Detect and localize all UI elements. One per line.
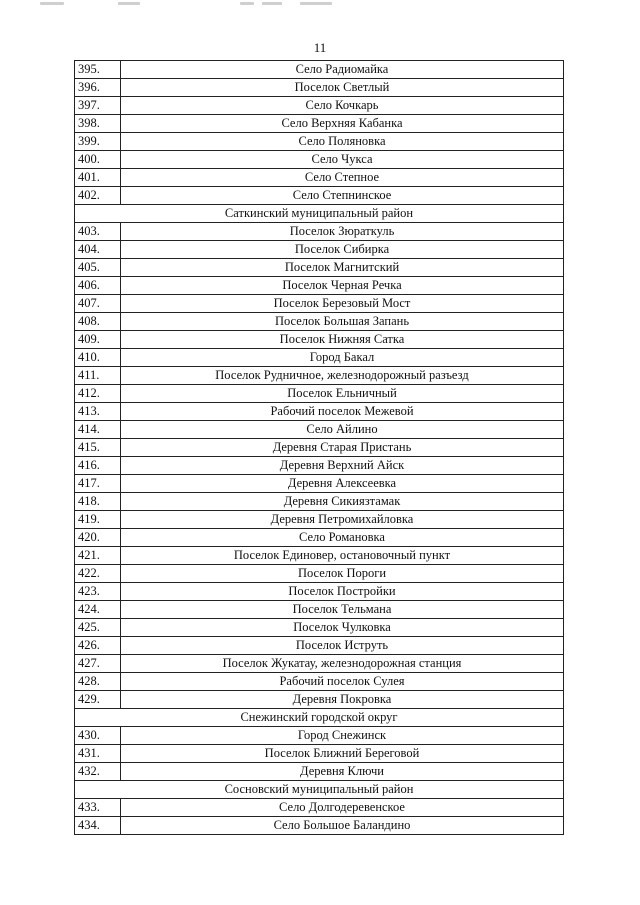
settlement-name: Поселок Магнитский xyxy=(121,259,564,277)
settlement-name: Поселок Тельмана xyxy=(121,601,564,619)
table-row xyxy=(75,421,564,439)
settlement-name: Деревня Ключи xyxy=(121,763,564,781)
table-row xyxy=(75,367,564,385)
row-number: 395. xyxy=(75,61,121,79)
settlement-name: Село Романовка xyxy=(121,529,564,547)
row-number: 414. xyxy=(75,421,121,439)
row-number: 434. xyxy=(75,817,121,835)
table-row xyxy=(75,799,564,817)
table-row xyxy=(75,313,564,331)
row-number: 430. xyxy=(75,727,121,745)
row-number: 413. xyxy=(75,403,121,421)
settlement-name: Поселок Чулковка xyxy=(121,619,564,637)
table-row xyxy=(75,295,564,313)
section-title: Снежинский городской округ xyxy=(75,709,564,727)
settlement-name: Село Степнинское xyxy=(121,187,564,205)
row-number: 431. xyxy=(75,745,121,763)
settlement-name: Деревня Старая Пристань xyxy=(121,439,564,457)
scan-artifact xyxy=(0,0,640,10)
table-row xyxy=(75,727,564,745)
row-number: 418. xyxy=(75,493,121,511)
settlement-name: Деревня Сикиязтамак xyxy=(121,493,564,511)
settlement-name: Село Радиомайка xyxy=(121,61,564,79)
row-number: 416. xyxy=(75,457,121,475)
row-number: 421. xyxy=(75,547,121,565)
settlement-name: Село Поляновка xyxy=(121,133,564,151)
table-body xyxy=(75,61,564,835)
page-number: 11 xyxy=(313,40,327,55)
row-number: 423. xyxy=(75,583,121,601)
row-number: 425. xyxy=(75,619,121,637)
settlement-name: Поселок Рудничное, железнодорожный разъезд xyxy=(121,367,564,385)
settlement-name: Село Долгодеревенское xyxy=(121,799,564,817)
settlement-name: Деревня Петромихайловка xyxy=(121,511,564,529)
settlement-name: Деревня Покровка xyxy=(121,691,564,709)
table-row xyxy=(75,673,564,691)
section-title: Саткинский муниципальный район xyxy=(75,205,564,223)
row-number: 397. xyxy=(75,97,121,115)
settlement-name: Поселок Нижняя Сатка xyxy=(121,331,564,349)
row-number: 408. xyxy=(75,313,121,331)
row-number: 402. xyxy=(75,187,121,205)
table-row xyxy=(75,529,564,547)
settlement-name: Поселок Пороги xyxy=(121,565,564,583)
table-row xyxy=(75,763,564,781)
table-row xyxy=(75,583,564,601)
section-header-row xyxy=(75,709,564,727)
settlement-name: Поселок Единовер, остановочный пункт xyxy=(121,547,564,565)
row-number: 406. xyxy=(75,277,121,295)
row-number: 405. xyxy=(75,259,121,277)
row-number: 429. xyxy=(75,691,121,709)
row-number: 422. xyxy=(75,565,121,583)
table-row xyxy=(75,385,564,403)
settlement-name: Поселок Березовый Мост xyxy=(121,295,564,313)
settlement-name: Поселок Зюраткуль xyxy=(121,223,564,241)
table-row xyxy=(75,241,564,259)
settlement-name: Село Верхняя Кабанка xyxy=(121,115,564,133)
settlement-name: Село Айлино xyxy=(121,421,564,439)
table-row xyxy=(75,349,564,367)
table-row xyxy=(75,187,564,205)
settlement-name: Город Снежинск xyxy=(121,727,564,745)
table-row xyxy=(75,259,564,277)
settlement-name: Село Чукса xyxy=(121,151,564,169)
settlement-name: Поселок Ельничный xyxy=(121,385,564,403)
table-row xyxy=(75,817,564,835)
settlement-name: Город Бакал xyxy=(121,349,564,367)
table-row xyxy=(75,493,564,511)
row-number: 426. xyxy=(75,637,121,655)
table-row xyxy=(75,547,564,565)
row-number: 427. xyxy=(75,655,121,673)
settlement-name: Поселок Сибирка xyxy=(121,241,564,259)
table-row xyxy=(75,277,564,295)
settlement-name: Рабочий поселок Межевой xyxy=(121,403,564,421)
table-row xyxy=(75,331,564,349)
row-number: 403. xyxy=(75,223,121,241)
table-row xyxy=(75,565,564,583)
table-row xyxy=(75,619,564,637)
row-number: 407. xyxy=(75,295,121,313)
row-number: 404. xyxy=(75,241,121,259)
row-number: 400. xyxy=(75,151,121,169)
settlement-name: Рабочий поселок Сулея xyxy=(121,673,564,691)
table-row xyxy=(75,457,564,475)
section-header-row xyxy=(75,205,564,223)
table-row xyxy=(75,439,564,457)
row-number: 409. xyxy=(75,331,121,349)
table-row xyxy=(75,223,564,241)
row-number: 410. xyxy=(75,349,121,367)
row-number: 432. xyxy=(75,763,121,781)
row-number: 419. xyxy=(75,511,121,529)
table-row xyxy=(75,115,564,133)
settlement-name: Поселок Жукатау, железнодорожная станция xyxy=(121,655,564,673)
settlement-name: Поселок Ближний Береговой xyxy=(121,745,564,763)
row-number: 415. xyxy=(75,439,121,457)
table-row xyxy=(75,475,564,493)
row-number: 396. xyxy=(75,79,121,97)
section-header-row xyxy=(75,781,564,799)
row-number: 428. xyxy=(75,673,121,691)
settlement-name: Деревня Верхний Айск xyxy=(121,457,564,475)
row-number: 399. xyxy=(75,133,121,151)
settlement-name: Поселок Большая Запань xyxy=(121,313,564,331)
table-row xyxy=(75,511,564,529)
settlement-name: Село Степное xyxy=(121,169,564,187)
settlement-name: Поселок Постройки xyxy=(121,583,564,601)
table-row xyxy=(75,637,564,655)
row-number: 411. xyxy=(75,367,121,385)
row-number: 424. xyxy=(75,601,121,619)
table-row xyxy=(75,169,564,187)
row-number: 398. xyxy=(75,115,121,133)
table-row xyxy=(75,745,564,763)
section-title: Сосновский муниципальный район xyxy=(75,781,564,799)
row-number: 433. xyxy=(75,799,121,817)
table-row xyxy=(75,61,564,79)
row-number: 401. xyxy=(75,169,121,187)
table-row xyxy=(75,79,564,97)
settlement-name: Село Большое Баландино xyxy=(121,817,564,835)
settlements-table xyxy=(74,60,564,835)
table-row xyxy=(75,691,564,709)
table-row xyxy=(75,403,564,421)
table-row xyxy=(75,655,564,673)
row-number: 420. xyxy=(75,529,121,547)
table-row xyxy=(75,133,564,151)
settlement-name: Поселок Черная Речка xyxy=(121,277,564,295)
settlement-name: Деревня Алексеевка xyxy=(121,475,564,493)
settlement-name: Поселок Иструть xyxy=(121,637,564,655)
table-row xyxy=(75,601,564,619)
table-row xyxy=(75,151,564,169)
table-row xyxy=(75,97,564,115)
settlement-name: Село Кочкарь xyxy=(121,97,564,115)
row-number: 417. xyxy=(75,475,121,493)
row-number: 412. xyxy=(75,385,121,403)
settlement-name: Поселок Светлый xyxy=(121,79,564,97)
